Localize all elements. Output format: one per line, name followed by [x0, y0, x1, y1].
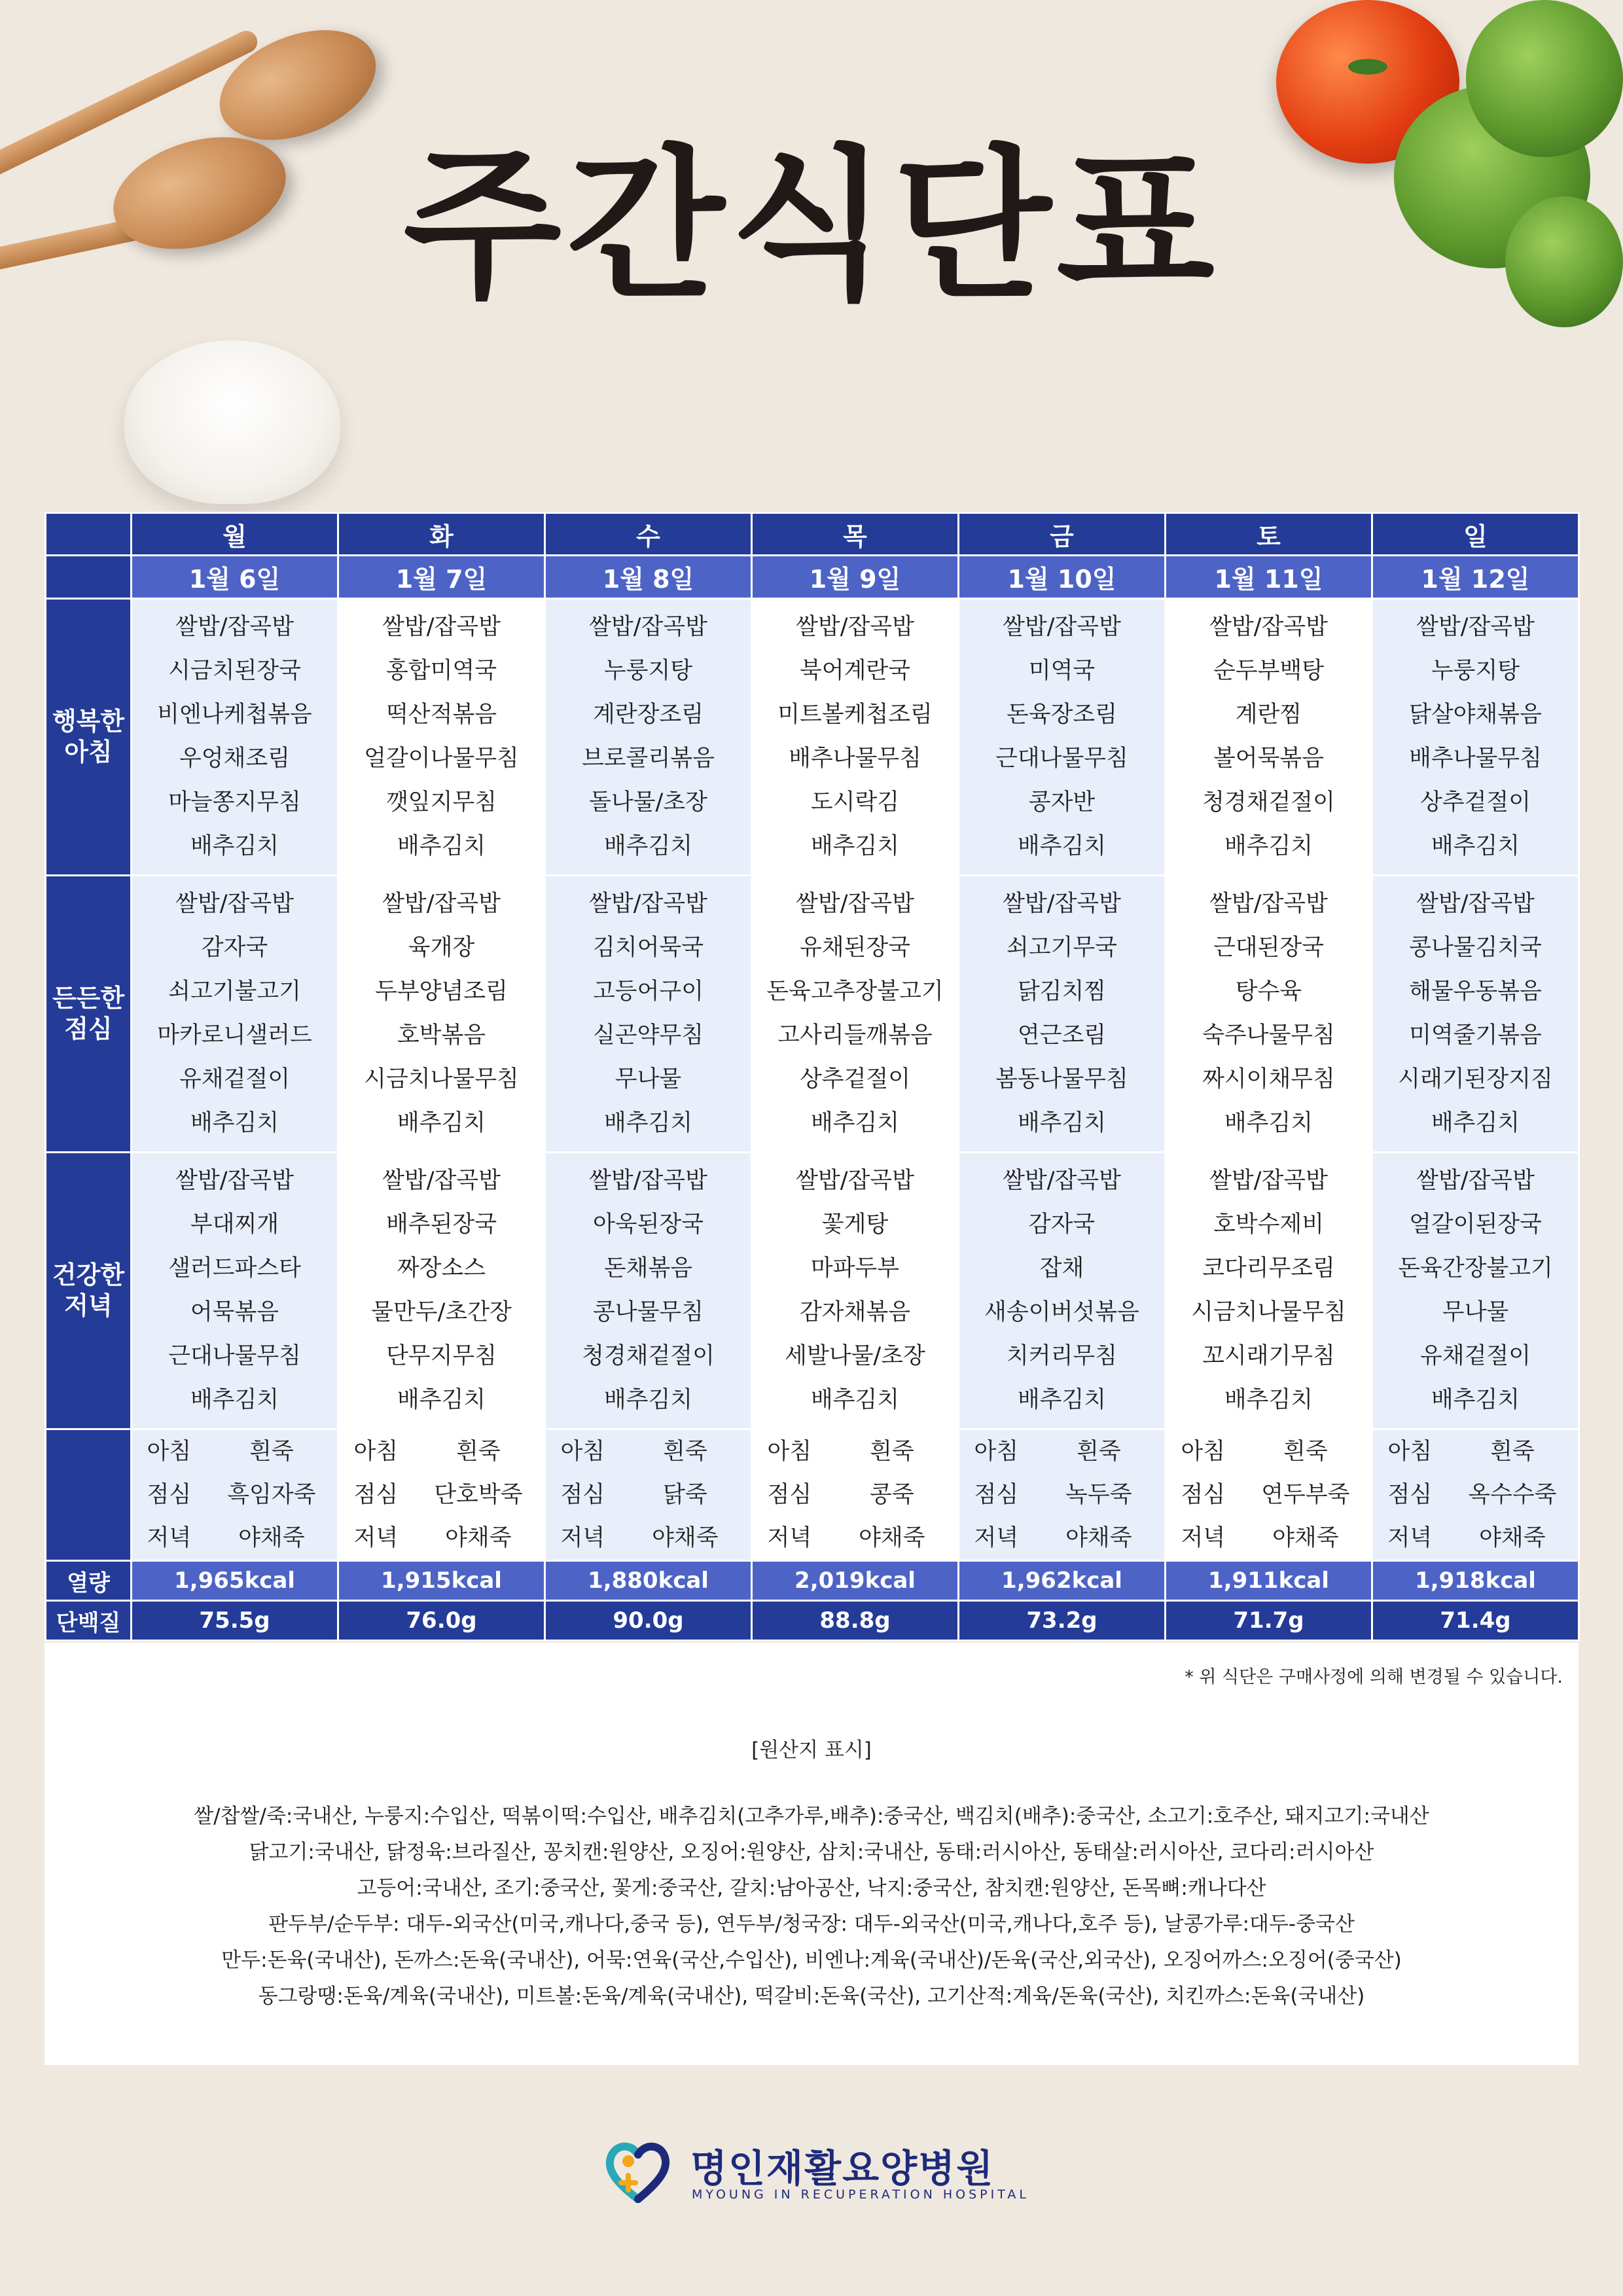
- menu-item: 근대나물무침: [168, 1343, 301, 1369]
- porridge-item: [132, 1473, 337, 1516]
- porridge-item: [1166, 1473, 1371, 1516]
- meal-label: [46, 876, 132, 1153]
- menu-item: 배추김치: [1224, 1110, 1313, 1136]
- menu-item: 고등어구이: [592, 978, 704, 1005]
- change-notice: * 위 식단은 구매사정에 의해 변경될 수 있습니다.: [1185, 1667, 1563, 1687]
- porridge-name: 흰죽: [456, 1439, 501, 1465]
- meal-label-line: 행복한: [52, 706, 125, 736]
- menu-item: 쌀밥/잡곡밥: [589, 614, 707, 640]
- menu-item: 상추겉절이: [1419, 789, 1531, 816]
- menu-item: 쌀밥/잡곡밥: [1209, 891, 1328, 917]
- menu-item: 쌀밥/잡곡밥: [1209, 614, 1328, 640]
- menu-item: 콩나물김치국: [1409, 935, 1542, 961]
- porridge-item: [339, 1516, 544, 1560]
- menu-item: 브로콜리볶음: [582, 745, 715, 772]
- porridge-name: 야채죽: [238, 1525, 305, 1551]
- menu-item: 쌀밥/잡곡밥: [382, 614, 501, 640]
- hospital-name-en: MYOUNG IN RECUPERATION HOSPITAL: [692, 2187, 1029, 2202]
- menu-item: 새송이버섯볶음: [984, 1299, 1139, 1325]
- hospital-heart-icon: [602, 2135, 674, 2207]
- porridge-item: [753, 1516, 957, 1560]
- date-header: 1월 9일: [752, 556, 959, 599]
- menu-item: 배추된장국: [385, 1211, 497, 1238]
- porridge-meal: 아침: [560, 1439, 605, 1465]
- menu-item: 미역줄기볶음: [1409, 1022, 1542, 1049]
- meal-label-line: 건강한: [52, 1260, 125, 1289]
- porridge-item: [132, 1430, 337, 1473]
- menu-item: 홍합미역국: [385, 658, 497, 684]
- menu-cell: [1372, 599, 1579, 876]
- porridge-meal: 점심: [353, 1482, 399, 1508]
- porridge-meal: 아침: [1181, 1439, 1226, 1465]
- menu-item: 유채된장국: [799, 935, 911, 961]
- menu-item: 치커리무침: [1006, 1343, 1118, 1369]
- menu-item: 근대된장국: [1213, 935, 1325, 961]
- calorie-value: 1,915kcal: [338, 1561, 545, 1601]
- menu-item: 배추김치: [190, 1110, 279, 1136]
- menu-item: 호박수제비: [1213, 1211, 1325, 1238]
- date-header: 1월 12일: [1372, 556, 1579, 599]
- porridge-meal: 아침: [147, 1439, 192, 1465]
- porridge-name: 야채죽: [652, 1525, 719, 1551]
- menu-item: 유채겉절이: [1419, 1343, 1531, 1369]
- menu-item: 연근조림: [1017, 1022, 1107, 1049]
- day-header: 일: [1372, 513, 1579, 556]
- porridge-name: 야채죽: [1272, 1525, 1339, 1551]
- menu-item: 시금치나물무침: [364, 1066, 519, 1092]
- day-header: 목: [752, 513, 959, 556]
- day-header: 화: [338, 513, 545, 556]
- porridge-name: 야채죽: [1065, 1525, 1132, 1551]
- menu-item: 두부양념조림: [375, 978, 508, 1005]
- calorie-row: [46, 1561, 1579, 1601]
- menu-item: 배추김치: [603, 1110, 693, 1136]
- menu-cell: [338, 599, 545, 876]
- menu-item: 도시락김: [810, 789, 900, 816]
- menu-cell: [959, 1153, 1166, 1429]
- menu-item: 꽃게탕: [821, 1211, 889, 1238]
- menu-cell: [752, 599, 959, 876]
- meal-label-line: 점심: [64, 1014, 113, 1043]
- menu-cell: [959, 599, 1166, 876]
- origin-line: 쌀/찹쌀/죽:국내산, 누룽지:수입산, 떡볶이떡:수입산, 배추김치(고추가루,배추):중국산, 백김치(배추):중국산, 소고기:호주산, 돼지고기:국내산: [194, 1804, 1429, 1828]
- menu-item: 계란장조림: [592, 702, 704, 728]
- menu-item: 배추김치: [397, 1387, 486, 1413]
- menu-item: 배추나물무침: [1409, 745, 1542, 772]
- menu-item: 배추김치: [1224, 833, 1313, 859]
- porridge-meal: 저녁: [353, 1525, 399, 1551]
- porridge-meal: 저녁: [560, 1525, 605, 1551]
- menu-item: 돈육고추장불고기: [766, 978, 944, 1005]
- porridge-name: 흰죽: [1490, 1439, 1535, 1465]
- menu-item: 쇠고기무국: [1006, 935, 1118, 961]
- porridge-meal: 점심: [560, 1482, 605, 1508]
- menu-item: 코다리무조림: [1202, 1255, 1335, 1282]
- menu-item: 쌀밥/잡곡밥: [589, 891, 707, 917]
- hospital-logo: [602, 2135, 1047, 2214]
- menu-item: 세발나물/초장: [785, 1343, 925, 1369]
- protein-value: 88.8g: [752, 1601, 959, 1641]
- origin-line: 만두:돈육(국내산), 돈까스:돈육(국내산), 어묵:연육(국산,수입산), 비엔나:계육(국내산)/돈육(국산,외국산), 오징어까스:오징어(중국산): [221, 1948, 1402, 1972]
- menu-item: 배추김치: [603, 833, 693, 859]
- menu-item: 쌀밥/잡곡밥: [1416, 1168, 1535, 1194]
- menu-item: 떡산적볶음: [385, 702, 497, 728]
- porridge-name: 연두부죽: [1261, 1482, 1350, 1508]
- calorie-value: 1,911kcal: [1166, 1561, 1372, 1601]
- porridge-item: [1373, 1430, 1578, 1473]
- menu-cell: [132, 876, 338, 1153]
- porridge-name: 닭죽: [663, 1482, 707, 1508]
- porridge-cell: [1166, 1429, 1372, 1561]
- origin-line: 고등어:국내산, 조기:중국산, 꽃게:중국산, 갈치:남아공산, 낙지:중국산, 참치캔:원양산, 돈목뼈:캐나다산: [357, 1876, 1266, 1900]
- porridge-name: 흰죽: [870, 1439, 914, 1465]
- menu-cell: [1372, 876, 1579, 1153]
- meal-row: [46, 876, 1579, 1153]
- day-header: 금: [959, 513, 1166, 556]
- date-header: 1월 7일: [338, 556, 545, 599]
- menu-item: 숙주나물무침: [1202, 1022, 1335, 1049]
- menu-item: 감자국: [1028, 1211, 1096, 1238]
- calorie-value: 1,880kcal: [545, 1561, 752, 1601]
- porridge-name: 흑임자죽: [227, 1482, 316, 1508]
- date-header-row: [46, 556, 1579, 599]
- porridge-row: [46, 1429, 1579, 1561]
- origin-list: [45, 1799, 1578, 2015]
- menu-item: 실곤약무침: [592, 1022, 704, 1049]
- menu-item: 쌀밥/잡곡밥: [1416, 891, 1535, 917]
- menu-item: 배추김치: [1017, 833, 1107, 859]
- menu-item: 콩나물무침: [592, 1299, 704, 1325]
- meal-label-line: 저녁: [64, 1291, 113, 1320]
- menu-item: 어묵볶음: [190, 1299, 279, 1325]
- porridge-cell: [959, 1429, 1166, 1561]
- porridge-meal: 저녁: [974, 1525, 1019, 1551]
- menu-item: 짜시이채무침: [1202, 1066, 1335, 1092]
- day-header: 월: [132, 513, 338, 556]
- porridge-meal: 저녁: [767, 1525, 812, 1551]
- porridge-label: [46, 1429, 132, 1561]
- porridge-name: 단호박죽: [434, 1482, 523, 1508]
- calorie-value: 1,962kcal: [959, 1561, 1166, 1601]
- porridge-item: [959, 1430, 1164, 1473]
- menu-cell: [545, 876, 752, 1153]
- menu-item: 호박볶음: [397, 1022, 486, 1049]
- menu-item: 쌀밥/잡곡밥: [382, 891, 501, 917]
- menu-item: 미역국: [1028, 658, 1096, 684]
- porridge-item: [546, 1473, 751, 1516]
- menu-item: 배추김치: [810, 1110, 900, 1136]
- date-header: 1월 8일: [545, 556, 752, 599]
- corner-cell: [46, 556, 132, 599]
- porridge-meal: 아침: [353, 1439, 399, 1465]
- protein-value: 73.2g: [959, 1601, 1166, 1641]
- menu-item: 닭살야채볶음: [1409, 702, 1542, 728]
- rice-bowl-icon: [124, 340, 340, 504]
- porridge-item: [1166, 1430, 1371, 1473]
- menu-item: 쌀밥/잡곡밥: [589, 1168, 707, 1194]
- menu-cell: [1166, 1153, 1372, 1429]
- origin-title: [원산지 표시]: [751, 1738, 872, 1762]
- date-header: 1월 6일: [132, 556, 338, 599]
- protein-value: 76.0g: [338, 1601, 545, 1641]
- porridge-meal: 아침: [974, 1439, 1019, 1465]
- menu-item: 무나물: [615, 1066, 682, 1092]
- menu-item: 쌀밥/잡곡밥: [175, 1168, 294, 1194]
- menu-item: 배추김치: [1431, 833, 1520, 859]
- porridge-meal: 저녁: [1387, 1525, 1433, 1551]
- menu-item: 쌀밥/잡곡밥: [1003, 1168, 1121, 1194]
- porridge-item: [546, 1516, 751, 1560]
- menu-item: 쌀밥/잡곡밥: [1003, 614, 1121, 640]
- menu-item: 쌀밥/잡곡밥: [175, 891, 294, 917]
- calorie-value: 2,019kcal: [752, 1561, 959, 1601]
- menu-cell: [338, 1153, 545, 1429]
- menu-cell: [1166, 876, 1372, 1153]
- menu-item: 쌀밥/잡곡밥: [1209, 1168, 1328, 1194]
- menu-item: 볼어묵볶음: [1213, 745, 1325, 772]
- porridge-cell: [752, 1429, 959, 1561]
- menu-item: 쌀밥/잡곡밥: [796, 1168, 914, 1194]
- porridge-meal: 점심: [974, 1482, 1019, 1508]
- porridge-name: 흰죽: [663, 1439, 707, 1465]
- menu-item: 쌀밥/잡곡밥: [796, 614, 914, 640]
- menu-item: 돌나물/초장: [589, 789, 707, 816]
- menu-item: 배추김치: [1017, 1110, 1107, 1136]
- porridge-cell: [545, 1429, 752, 1561]
- menu-item: 단무지무침: [385, 1343, 497, 1369]
- porridge-item: [339, 1473, 544, 1516]
- menu-item: 배추김치: [1431, 1110, 1520, 1136]
- menu-item: 김치어묵국: [592, 935, 704, 961]
- menu-item: 고사리들깨볶음: [777, 1022, 933, 1049]
- menu-item: 쇠고기불고기: [168, 978, 301, 1005]
- menu-item: 쌀밥/잡곡밥: [382, 1168, 501, 1194]
- menu-item: 닭김치찜: [1017, 978, 1107, 1005]
- porridge-cell: [1372, 1429, 1579, 1561]
- menu-item: 근대나물무침: [995, 745, 1128, 772]
- menu-item: 배추김치: [1017, 1387, 1107, 1413]
- porridge-meal: 아침: [1387, 1439, 1433, 1465]
- menu-item: 비엔나케첩볶음: [157, 702, 312, 728]
- menu-item: 감자국: [201, 935, 268, 961]
- menu-cell: [132, 599, 338, 876]
- porridge-name: 흰죽: [249, 1439, 294, 1465]
- porridge-name: 흰죽: [1077, 1439, 1121, 1465]
- origin-card: [45, 1643, 1578, 2065]
- menu-item: 무나물: [1442, 1299, 1509, 1325]
- page-title: 주간식단표: [403, 130, 1220, 321]
- menu-item: 꼬시래기무침: [1202, 1343, 1335, 1369]
- weekly-menu-table: [45, 512, 1580, 1641]
- protein-row: [46, 1601, 1579, 1641]
- menu-item: 마파두부: [810, 1255, 900, 1282]
- menu-item: 부대찌개: [190, 1211, 279, 1238]
- menu-item: 콩자반: [1028, 789, 1096, 816]
- menu-cell: [959, 876, 1166, 1153]
- menu-item: 배추김치: [190, 833, 279, 859]
- menu-item: 북어계란국: [799, 658, 911, 684]
- meal-row: [46, 1153, 1579, 1429]
- porridge-name: 녹두죽: [1065, 1482, 1132, 1508]
- menu-item: 시래기된장지짐: [1398, 1066, 1553, 1092]
- porridge-meal: 점심: [767, 1482, 812, 1508]
- porridge-item: [546, 1430, 751, 1473]
- menu-item: 탕수육: [1235, 978, 1302, 1005]
- menu-item: 배추김치: [190, 1387, 279, 1413]
- menu-item: 누룽지탕: [1431, 658, 1520, 684]
- porridge-meal: 저녁: [1181, 1525, 1226, 1551]
- day-header: 토: [1166, 513, 1372, 556]
- menu-item: 쌀밥/잡곡밥: [1003, 891, 1121, 917]
- menu-item: 쌀밥/잡곡밥: [1416, 614, 1535, 640]
- meal-label: [46, 1153, 132, 1429]
- porridge-name: 야채죽: [859, 1525, 925, 1551]
- menu-item: 유채겉절이: [179, 1066, 291, 1092]
- porridge-meal: 점심: [147, 1482, 192, 1508]
- menu-item: 시금치된장국: [168, 658, 301, 684]
- menu-cell: [132, 1153, 338, 1429]
- menu-item: 마카로니샐러드: [157, 1022, 312, 1049]
- date-header: 1월 11일: [1166, 556, 1372, 599]
- menu-cell: [1372, 1153, 1579, 1429]
- menu-item: 배추나물무침: [789, 745, 921, 772]
- protein-value: 71.7g: [1166, 1601, 1372, 1641]
- menu-item: 청경채겉절이: [1202, 789, 1335, 816]
- porridge-item: [753, 1473, 957, 1516]
- menu-item: 누룽지탕: [603, 658, 693, 684]
- menu-item: 마늘쫑지무침: [168, 789, 301, 816]
- calorie-label: 열량: [46, 1561, 132, 1601]
- menu-item: 계란찜: [1235, 702, 1302, 728]
- porridge-meal: 아침: [767, 1439, 812, 1465]
- origin-line: 동그랑땡:돈육/계육(국내산), 미트볼:돈육/계육(국내산), 떡갈비:돈육(국산), 고기산적:계육/돈육(국산), 치킨까스:돈육(국내산): [258, 1984, 1365, 2008]
- hospital-name: 명인재활요양병원: [690, 2146, 995, 2191]
- porridge-name: 야채죽: [1479, 1525, 1546, 1551]
- porridge-item: [339, 1430, 544, 1473]
- porridge-item: [1373, 1473, 1578, 1516]
- menu-item: 시금치나물무침: [1191, 1299, 1346, 1325]
- menu-item: 잡채: [1039, 1255, 1084, 1282]
- menu-item: 짜장소스: [397, 1255, 486, 1282]
- porridge-name: 야채죽: [445, 1525, 512, 1551]
- porridge-cell: [338, 1429, 545, 1561]
- menu-item: 쌀밥/잡곡밥: [175, 614, 294, 640]
- menu-item: 배추김치: [397, 1110, 486, 1136]
- day-header-row: [46, 513, 1579, 556]
- porridge-item: [132, 1516, 337, 1560]
- menu-item: 배추김치: [603, 1387, 693, 1413]
- porridge-name: 흰죽: [1283, 1439, 1328, 1465]
- menu-item: 샐러드파스타: [168, 1255, 301, 1282]
- porridge-item: [1166, 1516, 1371, 1560]
- day-header: 수: [545, 513, 752, 556]
- origin-line: 닭고기:국내산, 닭정육:브라질산, 꽁치캔:원양산, 오징어:원양산, 삼치:국내산, 동태:러시아산, 동태살:러시아산, 코다리:러시아산: [249, 1840, 1374, 1864]
- date-header: 1월 10일: [959, 556, 1166, 599]
- menu-item: 깻잎지무침: [385, 789, 497, 816]
- menu-item: 배추김치: [1224, 1387, 1313, 1413]
- protein-value: 75.5g: [132, 1601, 338, 1641]
- meal-label-line: 든든한: [52, 983, 125, 1013]
- meal-label: [46, 599, 132, 876]
- menu-item: 얼갈이나물무침: [364, 745, 519, 772]
- porridge-item: [959, 1516, 1164, 1560]
- menu-item: 해물우동볶음: [1409, 978, 1542, 1005]
- menu-item: 돈육간장불고기: [1398, 1255, 1553, 1282]
- protein-value: 71.4g: [1372, 1601, 1579, 1641]
- menu-item: 얼갈이된장국: [1409, 1211, 1542, 1238]
- origin-line: 판두부/순두부: 대두-외국산(미국,캐나다,중국 등), 연두부/청국장: 대두-외국산(미국,캐나다,호주 등), 날콩가루:대두-중국산: [268, 1912, 1355, 1936]
- menu-cell: [752, 876, 959, 1153]
- menu-item: 물만두/초간장: [371, 1299, 512, 1325]
- menu-cell: [752, 1153, 959, 1429]
- menu-item: 돈채볶음: [603, 1255, 693, 1282]
- porridge-cell: [132, 1429, 338, 1561]
- menu-item: 청경채겉절이: [582, 1343, 715, 1369]
- menu-item: 배추김치: [810, 1387, 900, 1413]
- corner-cell: [46, 513, 132, 556]
- menu-item: 돈육장조림: [1006, 702, 1118, 728]
- porridge-meal: 점심: [1181, 1482, 1226, 1508]
- menu-item: 배추김치: [397, 833, 486, 859]
- menu-cell: [545, 599, 752, 876]
- menu-cell: [545, 1153, 752, 1429]
- menu-item: 쌀밥/잡곡밥: [796, 891, 914, 917]
- menu-item: 상추겉절이: [799, 1066, 911, 1092]
- porridge-name: 콩죽: [870, 1482, 914, 1508]
- porridge-meal: 점심: [1387, 1482, 1433, 1508]
- porridge-meal: 저녁: [147, 1525, 192, 1551]
- calorie-value: 1,965kcal: [132, 1561, 338, 1601]
- protein-value: 90.0g: [545, 1601, 752, 1641]
- menu-cell: [1166, 599, 1372, 876]
- meal-label-line: 아침: [64, 738, 113, 766]
- menu-item: 우엉채조림: [179, 745, 291, 772]
- porridge-item: [959, 1473, 1164, 1516]
- porridge-item: [753, 1430, 957, 1473]
- calorie-value: 1,918kcal: [1372, 1561, 1579, 1601]
- menu-item: 순두부백탕: [1213, 658, 1325, 684]
- menu-item: 배추김치: [1431, 1387, 1520, 1413]
- menu-cell: [338, 876, 545, 1153]
- menu-item: 육개장: [408, 935, 475, 961]
- menu-item: 봄동나물무침: [995, 1066, 1128, 1092]
- menu-item: 아욱된장국: [592, 1211, 704, 1238]
- menu-item: 감자채볶음: [799, 1299, 911, 1325]
- porridge-name: 옥수수죽: [1468, 1482, 1557, 1508]
- menu-item: 배추김치: [810, 833, 900, 859]
- protein-label: 단백질: [46, 1601, 132, 1641]
- porridge-item: [1373, 1516, 1578, 1560]
- menu-item: 미트볼케첩조림: [777, 702, 933, 728]
- meal-row: [46, 599, 1579, 876]
